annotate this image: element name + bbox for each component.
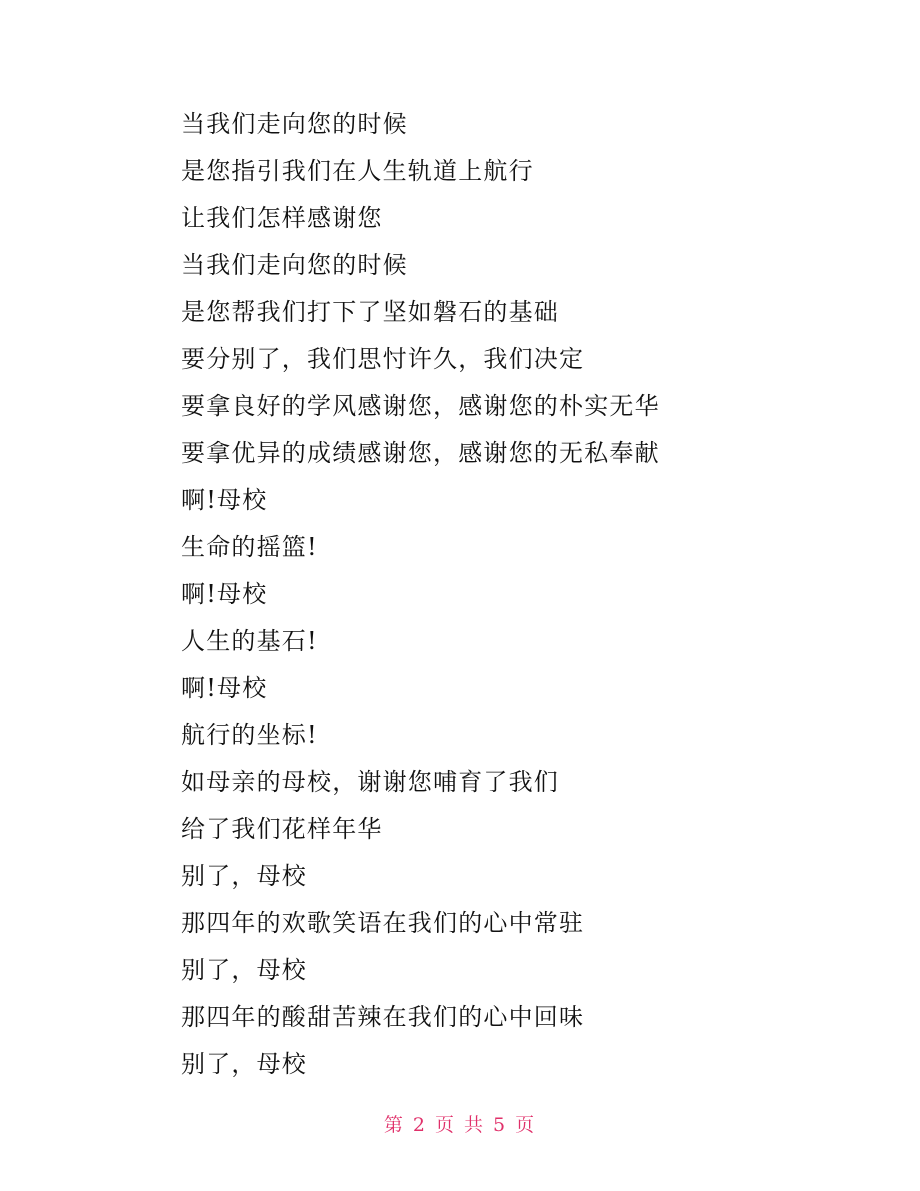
poem-line: 生命的摇篮! [181, 533, 318, 561]
poem-line: 人生的基石! [181, 627, 318, 655]
page-number-footer: 第 2 页 共 5 页 [383, 1114, 537, 1136]
poem-line: 别了，母校 [181, 1050, 307, 1078]
poem-line: 当我们走向您的时候 [181, 110, 408, 138]
poem-line: 啊!母校 [181, 486, 268, 514]
poem-line: 航行的坐标! [181, 721, 318, 749]
poem-line: 啊!母校 [181, 674, 268, 702]
poem-line: 别了，母校 [181, 862, 307, 890]
poem-body [181, 104, 841, 1091]
poem-line: 别了，母校 [181, 956, 307, 984]
poem-line: 那四年的欢歌笑语在我们的心中常驻 [181, 909, 585, 937]
poem-line: 是您帮我们打下了坚如磐石的基础 [181, 298, 559, 326]
poem-line: 当我们走向您的时候 [181, 251, 408, 279]
poem-line: 让我们怎样感谢您 [181, 204, 383, 232]
poem-line: 给了我们花样年华 [181, 815, 383, 843]
poem-line: 要拿优异的成绩感谢您，感谢您的无私奉献 [181, 439, 660, 467]
poem-line: 要拿良好的学风感谢您，感谢您的朴实无华 [181, 392, 660, 420]
poem-line: 如母亲的母校，谢谢您哺育了我们 [181, 768, 559, 796]
poem-line: 是您指引我们在人生轨道上航行 [181, 157, 534, 185]
poem-line: 那四年的酸甜苦辣在我们的心中回味 [181, 1003, 585, 1031]
poem-line: 要分别了，我们思忖许久，我们决定 [181, 345, 585, 373]
poem-line: 啊!母校 [181, 580, 268, 608]
